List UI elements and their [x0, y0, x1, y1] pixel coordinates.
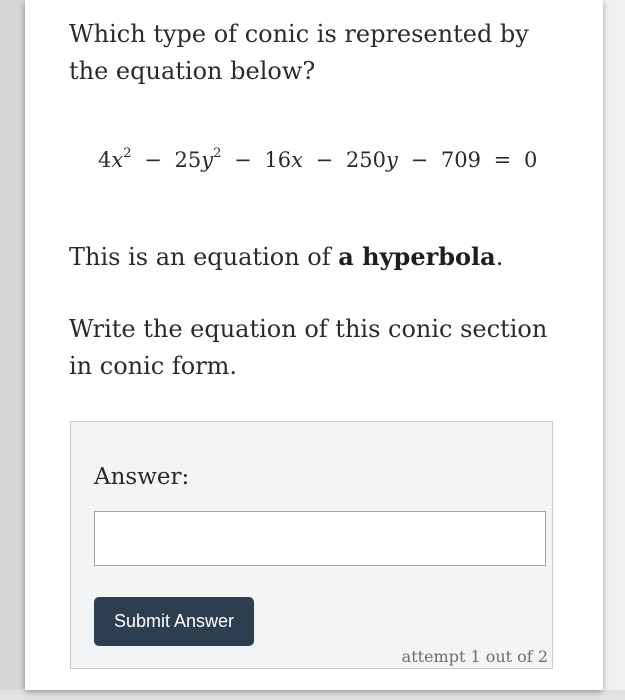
eq-term4-coef: 250	[345, 148, 387, 172]
eq-constant: 709	[440, 148, 481, 172]
statement-prefix: This is an equation of	[69, 243, 339, 271]
eq-term2-coef: 25	[174, 148, 202, 172]
eq-term1-var: x	[111, 148, 124, 172]
eq-term3-coef: 16	[264, 148, 292, 172]
eq-op3: −	[315, 148, 334, 172]
eq-equals: =	[493, 148, 512, 172]
answer-panel	[70, 421, 553, 669]
conic-type-statement	[69, 238, 503, 276]
statement-answer: a hyperbola	[338, 242, 496, 271]
eq-term3-var: x	[291, 148, 303, 172]
answer-input[interactable]	[94, 511, 546, 566]
eq-rhs: 0	[523, 148, 538, 172]
submit-answer-button[interactable]: Submit Answer	[94, 597, 254, 646]
eq-term4-var: y	[386, 148, 398, 172]
eq-op4: −	[410, 148, 429, 172]
eq-op2: −	[234, 148, 252, 172]
instruction-text: Write the equation of this conic section in conic form.	[69, 315, 548, 380]
eq-term2-exp: 2	[213, 146, 222, 161]
statement-suffix: .	[495, 243, 504, 271]
conic-equation	[98, 148, 537, 172]
question-prompt: Which type of conic is represented by the equation below?	[69, 20, 529, 85]
answer-label: Answer:	[94, 464, 190, 490]
eq-term2-var: y	[201, 148, 214, 172]
eq-op1: −	[144, 148, 162, 172]
eq-term1-exp: 2	[123, 146, 132, 161]
attempt-counter: attempt 1 out of 2	[401, 647, 548, 666]
eq-term1-coef: 4	[98, 148, 112, 172]
right-gutter	[603, 0, 625, 700]
bottom-gutter	[0, 690, 625, 700]
